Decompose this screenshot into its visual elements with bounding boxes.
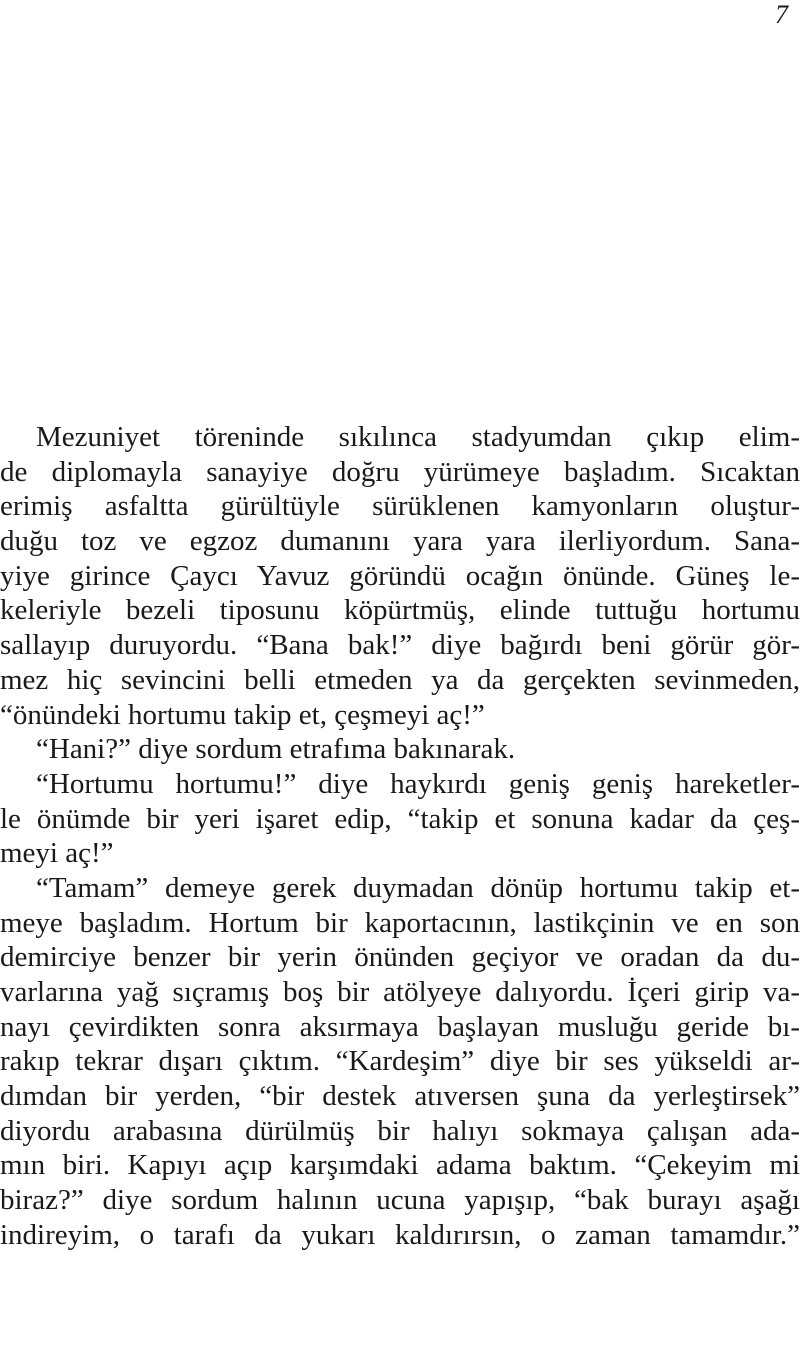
page-number: 7 xyxy=(775,0,788,29)
text-line: varlarına yağ sıçramış boş bir atölyeye dalıyordu. İçeri girip va- xyxy=(0,976,800,1008)
text-line: mın biri. Kapıyı açıp karşımdaki adama baktım. “Çekeyim mi xyxy=(0,1149,800,1182)
text-line: dımdan bir yerden, “bir destek atıversen şuna da yerleştirsek” xyxy=(0,1080,800,1113)
text-line: de diplomayla sanayiye doğru yürümeye başladım. Sıcaktan xyxy=(0,455,800,488)
text-line: “Tamam” demeye gerek duymadan dönüp hortumu takip et- xyxy=(36,871,800,904)
text-line: meye başladım. Hortum bir kaportacının, lastikçinin ve en son xyxy=(0,906,800,939)
text-line: demirciye benzer bir yerin önünden geçiyor ve oradan da du- xyxy=(0,941,800,974)
text-line: “önündeki hortumu takip et, çeşmeyi aç!” xyxy=(0,698,485,731)
text-line: yiye girince Çaycı Yavuz göründü ocağın önünde. Güneş le- xyxy=(0,559,800,592)
text-line: le önümde bir yeri işaret edip, “takip et sonuna kadar da çeş- xyxy=(0,802,800,835)
text-line: nayı çevirdikten sonra aksırmaya başlayan musluğu geride bı- xyxy=(0,1010,800,1043)
text-line: Mezuniyet töreninde sıkılınca stadyumdan çıkıp elim- xyxy=(36,421,800,453)
text-line: duğu toz ve egzoz dumanını yara yara ilerliyordum. Sana- xyxy=(0,525,800,558)
text-line: biraz?” diye sordum halının ucuna yapışıp, “bak burayı aşağı xyxy=(0,1184,800,1217)
text-line: erimiş asfaltta gürültüyle sürüklenen kamyonların oluştur- xyxy=(0,490,800,523)
text-line: rakıp tekrar dışarı çıktım. “Kardeşim” diye bir ses yükseldi ar- xyxy=(0,1045,800,1078)
text-line: diyordu arabasına dürülmüş bir halıyı sokmaya çalışan ada- xyxy=(0,1114,800,1147)
text-line: “Hortumu hortumu!” diye haykırdı geniş geniş hareketler- xyxy=(36,767,800,800)
text-line: sallayıp duruyordu. “Bana bak!” diye bağırdı beni görür gör- xyxy=(0,629,800,662)
text-line: indireyim, o tarafı da yukarı kaldırırsın, o zaman tamamdır.” xyxy=(0,1218,800,1251)
text-line: mez hiç sevincini belli etmeden ya da gerçekten sevinmeden, xyxy=(0,663,800,696)
text-line: meyi aç!” xyxy=(0,837,114,870)
text-line: “Hani?” diye sordum etrafıma bakınarak. xyxy=(36,733,516,766)
body-text xyxy=(0,420,800,1253)
text-line: keleriyle bezeli tiposunu köpürtmüş, elinde tuttuğu hortumu xyxy=(0,594,800,627)
